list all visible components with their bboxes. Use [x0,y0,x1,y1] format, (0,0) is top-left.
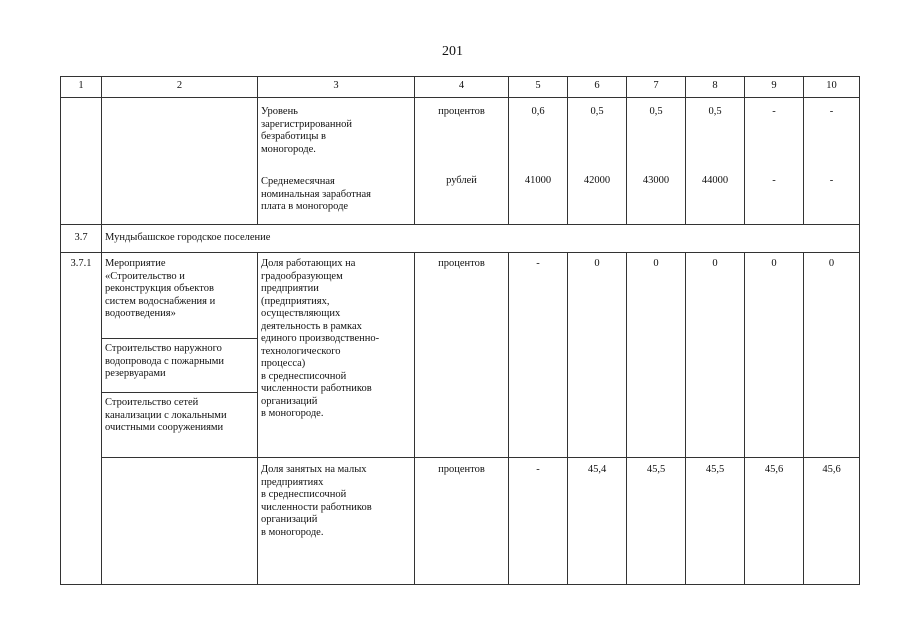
value: 42000 [583,174,611,186]
table-header-row [61,77,860,98]
value-cell [804,98,860,225]
header-cell: 7 [627,77,686,98]
value: 0 [804,253,860,458]
value: 44000 [701,174,729,186]
value: 45,6 [804,458,860,585]
unit-value: процентов [415,253,509,458]
value: 0 [627,253,686,458]
value: - [772,106,776,117]
header-cell: 3 [258,77,415,98]
indicator-name: Доля занятых на малых предприятиях в среднесписочной численности работников организаций в моногороде. [258,458,415,585]
header-cell: 2 [102,77,258,98]
activity-item: Мероприятие «Строительство и реконструкция объектов систем водоснабжения и водоотведения» [105,258,216,319]
table-row [61,98,860,225]
value: - [509,458,568,585]
unit-cell [415,98,509,225]
header-cell: 5 [509,77,568,98]
empty-cell [61,98,102,225]
indicators-table [60,76,860,585]
header-cell: 9 [745,77,804,98]
indicator-name: Уровень зарегистрированной безработицы в моногороде. [261,106,352,155]
unit-value: рублей [446,174,477,186]
activities-cell [102,253,258,585]
value: 45,6 [745,458,804,585]
value-cell [745,98,804,225]
value-cell [686,98,745,225]
value: 45,4 [568,458,627,585]
activity-item: Строительство сетей канализации с локальными очистными сооружениями [102,392,257,458]
indicator-name: Среднемесячная номинальная заработная плата в моногороде [261,176,371,212]
indicator-cell [258,98,415,225]
unit-value: процентов [438,106,485,117]
value: 45,5 [686,458,745,585]
value: 0 [745,253,804,458]
value: 0,6 [531,106,545,117]
value: 0 [568,253,627,458]
value: 45,5 [627,458,686,585]
value: 0 [686,253,745,458]
section-row [61,225,860,253]
section-number: 3.7 [61,225,102,253]
value: 0,5 [590,106,604,117]
value-cell [509,98,568,225]
value-cell [568,98,627,225]
header-cell: 4 [415,77,509,98]
indicator-name: Доля работающих на градообразующем предприятии (предприятиях, осуществляющих деятельность в рамках единого производственно- технологического процесса) в среднесписочной численности работников организаций в моногороде. [258,253,415,458]
value: - [829,106,834,117]
activity-item: Строительство наружного водопровода с пожарными резервуарами [102,338,257,392]
page-number: 201 [442,44,463,59]
value: 43000 [642,174,670,186]
empty-cell [102,98,258,225]
header-cell: 6 [568,77,627,98]
header-cell: 8 [686,77,745,98]
header-cell: 10 [804,77,860,98]
value: 0,5 [649,106,663,117]
value-cell [627,98,686,225]
section-title: Мундыбашское городское поселение [102,225,860,253]
item-number: 3.7.1 [61,253,102,585]
value: 0,5 [708,106,722,117]
value: 41000 [524,174,552,186]
value: - [829,174,834,186]
table-row [61,253,860,458]
value: - [509,253,568,458]
header-cell: 1 [61,77,102,98]
value: - [772,174,776,186]
unit-value: процентов [415,458,509,585]
